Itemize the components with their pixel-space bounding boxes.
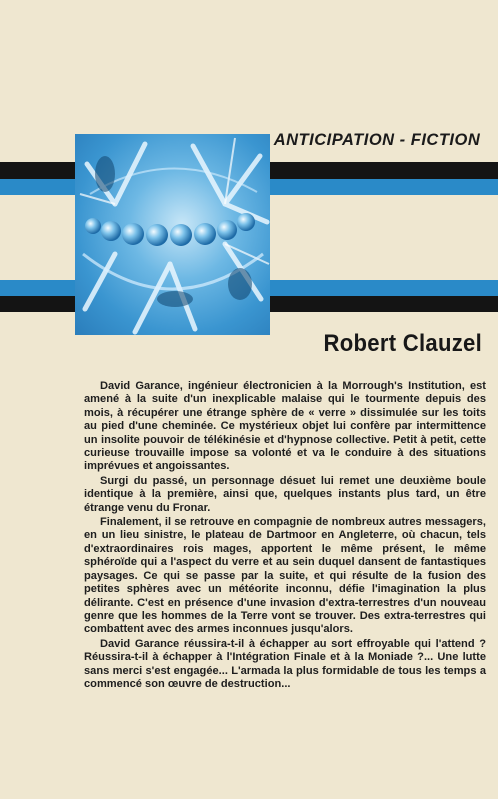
blurb-paragraph: Surgi du passé, un personnage désuet lui remet une deuxième boule identique à la première, ainsi que, quelques instants plus tard, un être étrange venu du Fronar. xyxy=(84,474,486,514)
blurb-paragraph: David Garance, ingénieur électronicien à la Morrough's Institution, est amené à la suite d'un inexplicable malaise qui le tourmente depuis des mois, à récupérer une étrange sphère de « verre » dissimulée sur les toits au pied d'une cheminée. Ce mystérieux objet lui confère par intermittence un insolite pouvoir de télékinésie et d'hypnose collective. Petit à petit, cette curieuse trouvaille impose sa volonté et va le conduire à des situations imprévues et angoissantes. xyxy=(84,380,486,473)
blurb-paragraph: Finalement, il se retrouve en compagnie de nombreux autres messagers, en un lieu sinistre, le plateau de Dartmoor en Angleterre, où chacun, tels d'extraordinaires rois mages, apportent le même présent, le même sphéroïde qui a l'aspect du verre et au sein duquel dansent de fantastiques paysages. Ce qui se passe par la suite, et qui résulte de la fusion des petites sphères avec un météorite inconnu, défie l'imagination la plus délirante. C'est en présence d'une invasion d'extra-terrestres d'un nouveau genre que les hommes de la Terre vont se trouver. Des extra-terrestres qui combattent avec des armes inconnues jusqu'alors. xyxy=(84,516,486,636)
sphere-row xyxy=(85,213,255,246)
blurb-paragraph: David Garance réussira-t-il à échapper au sort effroyable qui l'attend ? Réussira-t-il à échapper à l'Intégration Finale et à la Moniade ?... Une lutte sans merci s'est engagée... L'armada la plus formidable de tous les temps a commencé son œuvre de destruction... xyxy=(84,637,486,690)
sphere-illustration xyxy=(75,134,270,335)
back-cover-blurb xyxy=(84,380,486,691)
series-title: ANTICIPATION - FICTION xyxy=(273,131,481,149)
cover-artwork xyxy=(75,134,270,335)
author-name: Robert Clauzel xyxy=(323,330,482,357)
